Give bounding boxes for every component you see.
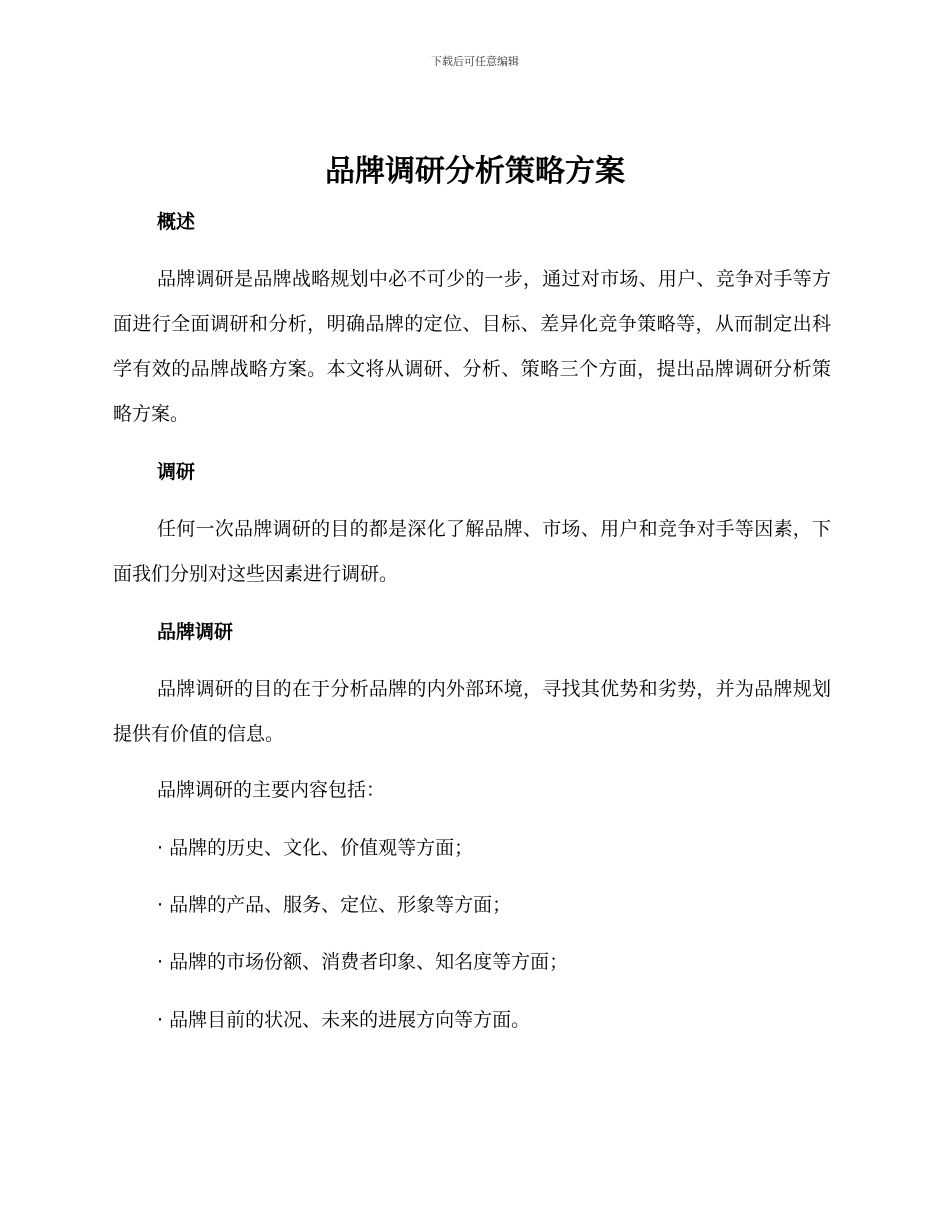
list-item: · 品牌的市场份额、消费者印象、知名度等方面； (157, 951, 569, 973)
list-item: · 品牌的产品、服务、定位、形象等方面； (157, 894, 512, 916)
brand-research-paragraph: 品牌调研的目的在于分析品牌的内外部环境，寻找其优势和劣势，并为品牌规划提供有价值的信息。 (113, 678, 831, 745)
list-item: · 品牌的历史、文化、价值观等方面； (157, 837, 474, 859)
research-paragraph: 任何一次品牌调研的目的都是深化了解品牌、市场、用户和竞争对手等因素，下面我们分别对这些因素进行调研。 (113, 518, 831, 585)
section-heading-brand-research: 品牌调研 (157, 621, 234, 643)
document-title: 品牌调研分析策略方案 (325, 154, 625, 189)
list-item: · 品牌目前的状况、未来的进展方向等方面。 (157, 1009, 531, 1031)
brand-research-list-intro: 品牌调研的主要内容包括： (157, 779, 386, 801)
section-heading-research: 调研 (157, 461, 196, 483)
section-heading-overview: 概述 (157, 211, 196, 233)
overview-paragraph: 品牌调研是品牌战略规划中必不可少的一步，通过对市场、用户、竞争对手等方面进行全面调研和分析，明确品牌的定位、目标、差异化竞争策略等，从而制定出科学有效的品牌战略方案。本文将从调研、分析、策略三个方面，提出品牌调研分析策略方案。 (113, 268, 831, 425)
header-note: 下载后可任意编辑 (431, 55, 519, 68)
